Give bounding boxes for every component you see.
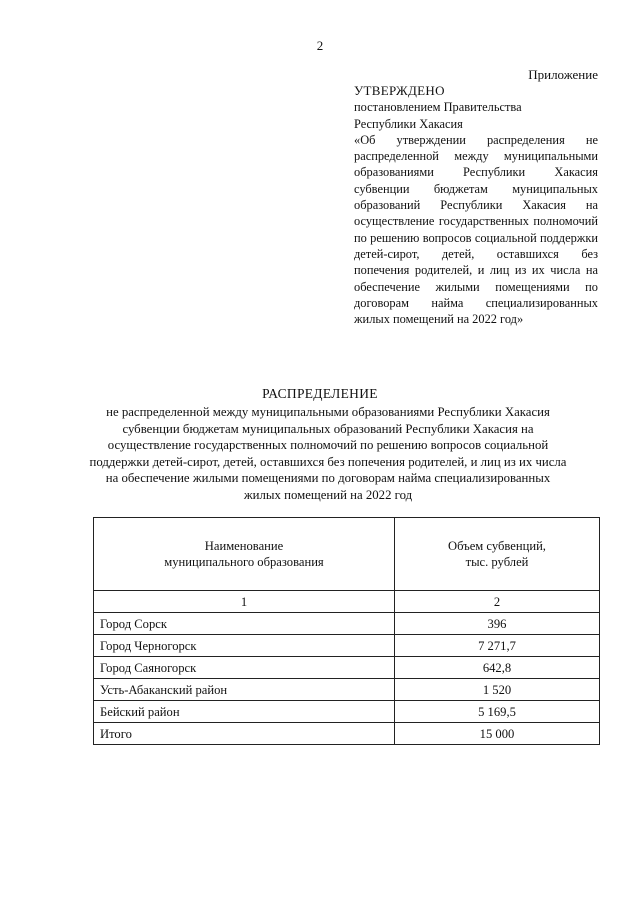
municipality-name: Город Саяногорск [94, 657, 395, 679]
table-header-row [94, 518, 600, 591]
header-name-cell [94, 518, 395, 591]
subvention-value: 396 [395, 613, 600, 635]
municipality-name: Город Черногорск [94, 635, 395, 657]
approval-decree-line: постановлением Правительства [354, 100, 522, 115]
municipality-name: Бейский район [94, 701, 395, 723]
page-number: 2 [316, 38, 324, 53]
header-name-line-2: муниципального образования [164, 555, 324, 569]
approved-stamp-text: УТВЕРЖДЕНО [354, 83, 445, 98]
header-value-cell [395, 518, 600, 591]
distribution-table [93, 517, 600, 745]
table-row [94, 701, 600, 723]
header-value-line-2: тыс. рублей [465, 555, 529, 569]
appendix-label: Приложение [528, 67, 598, 82]
subvention-value: 642,8 [395, 657, 600, 679]
table-row [94, 657, 600, 679]
subvention-value: 1 520 [395, 679, 600, 701]
municipality-name: Город Сорск [94, 613, 395, 635]
decree-title: «Об утверждении распределения не распределенной между муниципальными образованиями Республики Хакасия субвенции бюджетам муниципальных образований Республики Хакасия на осуществление государственных полномочий по решению вопросов социальной поддержки детей-сирот, детей, оставшихся без попечения родителей, и лиц из их числа на обеспечение жилыми помещениями по договорам найма специализированных жилых помещений на 2022 год» [354, 132, 598, 327]
document-title: РАСПРЕДЕЛЕНИЕ [262, 386, 378, 401]
table-row [94, 635, 600, 657]
column-number-2: 2 [395, 591, 600, 613]
table-row [94, 613, 600, 635]
column-number-row [94, 591, 600, 613]
total-label: Итого [94, 723, 395, 745]
subvention-value: 5 169,5 [395, 701, 600, 723]
approval-authority-line: Республики Хакасия [354, 116, 463, 131]
header-value-line-1: Объем субвенций, [448, 539, 546, 553]
approval-block [354, 83, 598, 327]
subvention-value: 7 271,7 [395, 635, 600, 657]
header-name-line-1: Наименование [204, 539, 284, 553]
total-row [94, 723, 600, 745]
total-value: 15 000 [395, 723, 600, 745]
municipality-name: Усть-Абаканский район [94, 679, 395, 701]
column-number-1: 1 [94, 591, 395, 613]
table-row [94, 679, 600, 701]
document-subtitle: не распределенной между муниципальными образованиями Республики Хакасия субвенции бюджетам муниципальных образований Республики Хакасия на осуществление государственных полномочий по решению вопросов социальной поддержки детей-сирот, детей, оставшихся без попечения родителей, и лиц из их числа на обеспечение жилыми помещениями по договорам найма специализированных жилых помещений на 2022 год [89, 405, 567, 502]
